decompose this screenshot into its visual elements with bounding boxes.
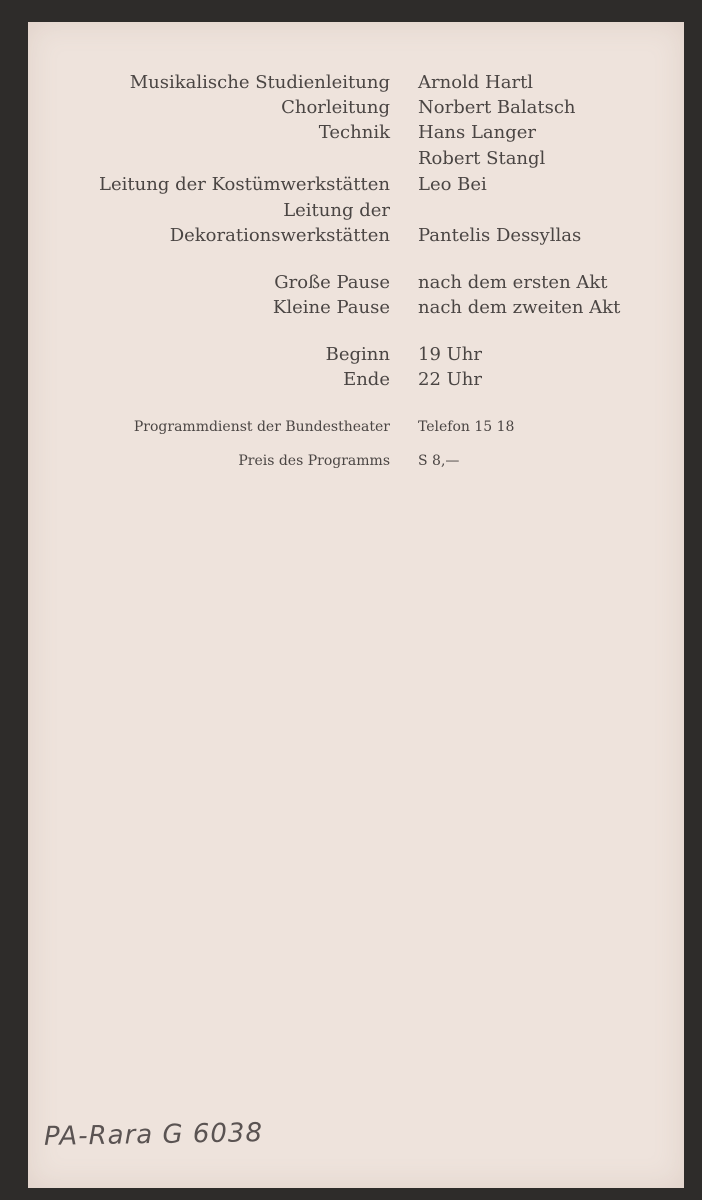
credit-name: Robert Stangl (418, 148, 546, 169)
credit-name: Leo Bei (418, 174, 487, 195)
info-label: Programmdienst der Bundestheater (133, 419, 390, 435)
credit-name: Pantelis Dessyllas (418, 225, 582, 246)
time-label: Ende (343, 369, 390, 390)
intermission-label: Große Pause (274, 272, 390, 293)
archive-shelfmark: PA-Rara G 6038 (43, 1118, 264, 1152)
intermission-label: Kleine Pause (272, 297, 390, 318)
info-label: Preis des Programms (238, 453, 390, 469)
time-label: Beginn (325, 344, 390, 365)
credit-role: Musikalische Studienleitung (129, 72, 390, 93)
credit-role: Dekorationswerkstätten (169, 225, 390, 246)
info-value: S 8,— (418, 453, 460, 469)
intermission-value: nach dem ersten Akt (418, 272, 608, 293)
credit-name: Arnold Hartl (418, 72, 534, 93)
info-value: Telefon 15 18 (418, 419, 515, 435)
program-page (28, 22, 684, 1188)
intermission-value: nach dem zweiten Akt (418, 297, 621, 318)
credit-role: Leitung der (283, 200, 390, 221)
credit-name: Norbert Balatsch (418, 97, 576, 118)
time-value: 19 Uhr (418, 344, 482, 365)
credit-role: Chorleitung (281, 97, 390, 118)
time-value: 22 Uhr (418, 369, 482, 390)
credit-role: Technik (318, 122, 390, 143)
credit-name: Hans Langer (418, 122, 537, 143)
credit-role: Leitung der Kostümwerkstätten (99, 174, 390, 195)
